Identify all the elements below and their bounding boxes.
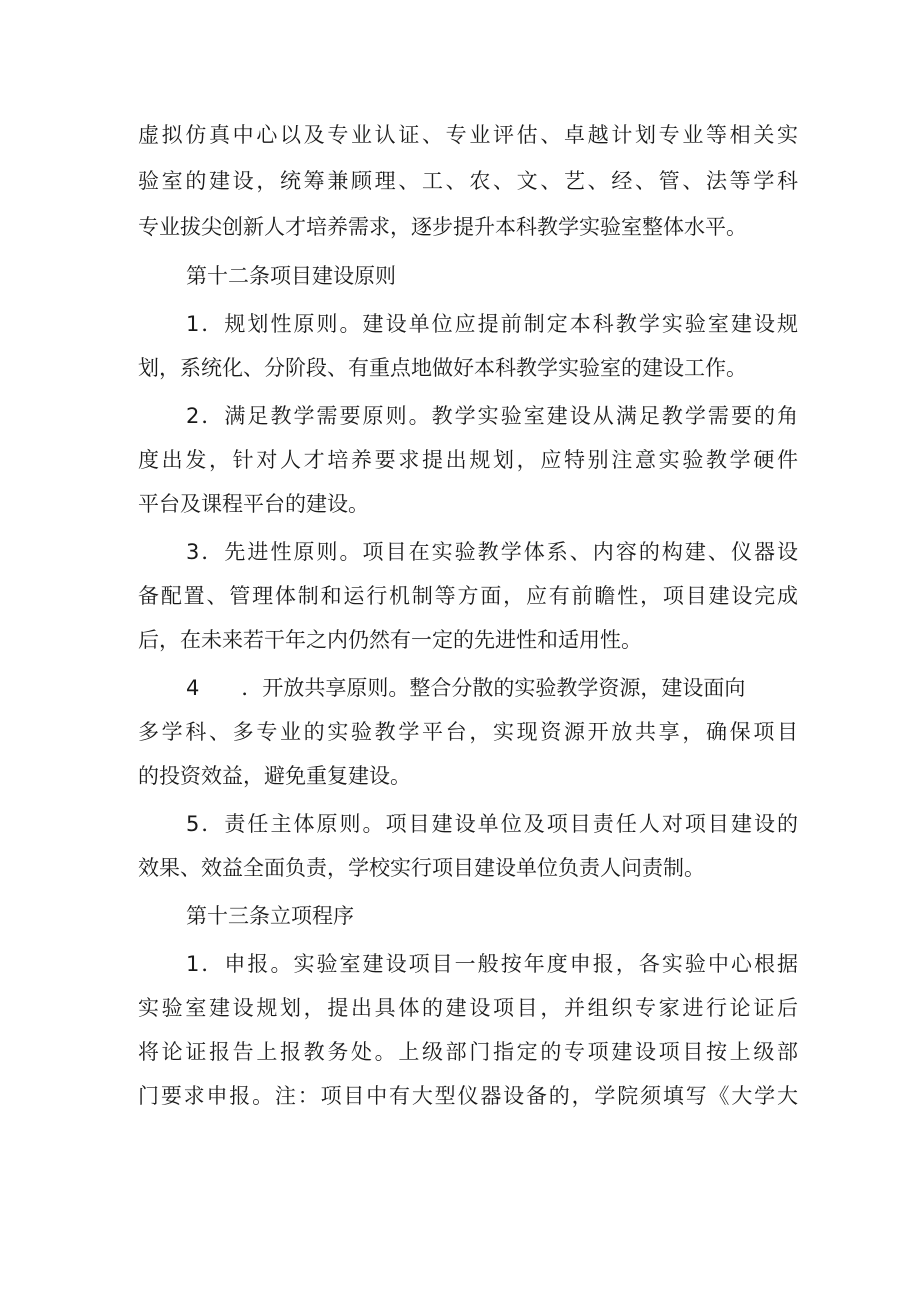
- section-heading-article-13: 第十三条立项程序: [186, 904, 354, 928]
- paragraph-line: 划，系统化、分阶段、有重点地做好本科教学实验室的建设工作。: [138, 356, 747, 380]
- paragraph-line: 验室的建设，统筹兼顾理、工、农、文、艺、经、管、法等学科: [138, 169, 798, 193]
- section-heading-article-12: 第十二条项目建设原则: [186, 264, 396, 288]
- paragraph-line: 虚拟仿真中心以及专业认证、专业评估、卓越计划专业等相关实: [138, 123, 798, 147]
- paragraph-line: 专业拔尖创新人才培养需求，逐步提升本科教学实验室整体水平。: [138, 215, 747, 239]
- paragraph-line: 1．规划性原则。建设单位应提前制定本科教学实验室建设规: [186, 312, 798, 336]
- paragraph-line: 备配置、管理体制和运行机制等方面，应有前瞻性，项目建设完成: [138, 584, 798, 608]
- paragraph-line: 1．申报。实验室建设项目一般按年度申报，各实验中心根据: [186, 952, 798, 976]
- paragraph-line: 后，在未来若干年之内仍然有一定的先进性和适用性。: [138, 628, 642, 652]
- paragraph-line: 多学科、多专业的实验教学平台，实现资源开放共享，确保项目: [138, 720, 798, 744]
- paragraph-line: 度出发，针对人才培养要求提出规划，应特别注意实验教学硬件: [138, 448, 798, 472]
- paragraph-line: 的投资效益，避免重复建设。: [138, 764, 411, 788]
- paragraph-line: 2．满足教学需要原则。教学实验室建设从满足教学需要的角: [186, 404, 798, 428]
- document-body: [138, 112, 798, 1118]
- paragraph-line: 4 ．开放共享原则。整合分散的实验教学资源，建设面向: [186, 676, 746, 700]
- paragraph-line: 3．先进性原则。项目在实验教学体系、内容的构建、仪器设: [186, 540, 798, 564]
- paragraph-line: 效果、效益全面负责，学校实行项目建设单位负责人问责制。: [138, 856, 705, 880]
- paragraph-line: 平台及课程平台的建设。: [138, 492, 369, 516]
- paragraph-line: 5．责任主体原则。项目建设单位及项目责任人对项目建设的: [186, 812, 798, 836]
- paragraph-line: 实验室建设规划，提出具体的建设项目，并组织专家进行论证后: [138, 996, 798, 1020]
- paragraph-line: 将论证报告上报教务处。上级部门指定的专项建设项目按上级部: [138, 1040, 798, 1064]
- paragraph-line: 门要求申报。注：项目中有大型仪器设备的，学院须填写《大学大: [138, 1084, 798, 1108]
